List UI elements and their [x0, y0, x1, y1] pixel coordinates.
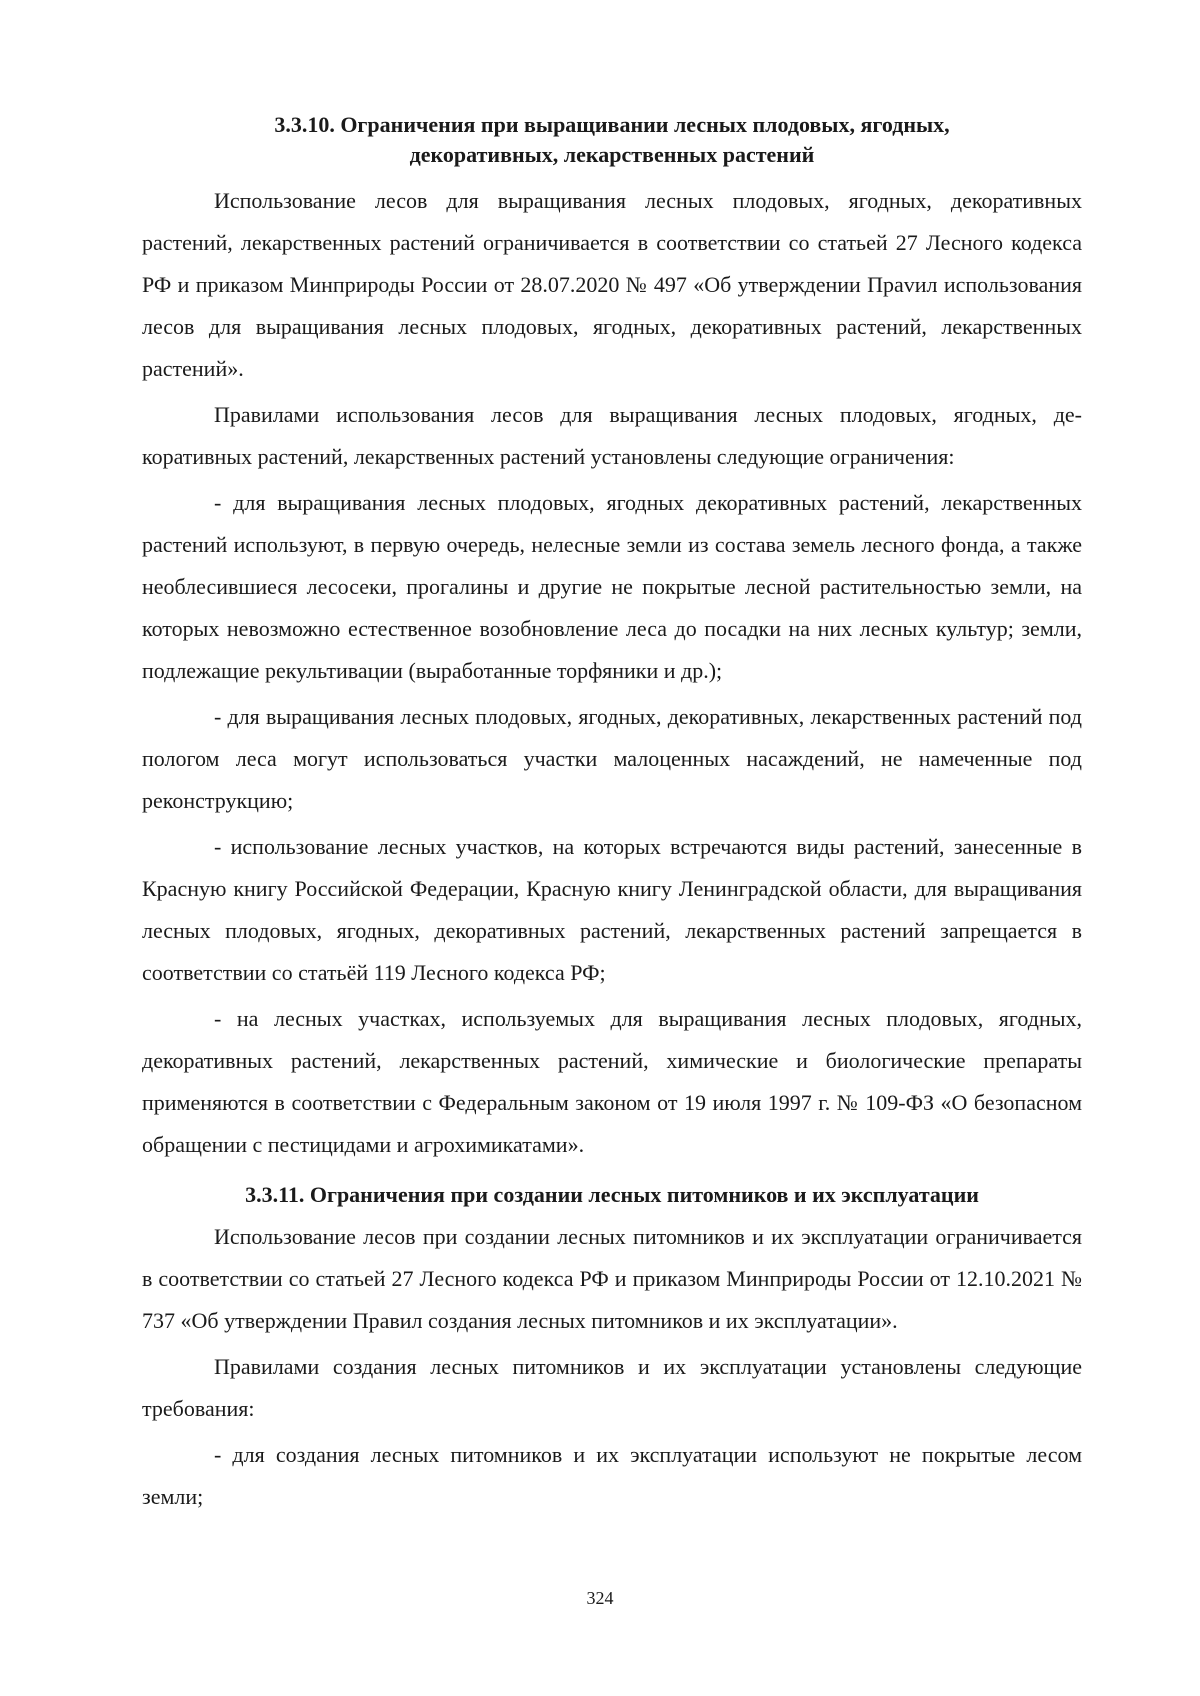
paragraph: Использование лесов для выращивания лесных плодовых, ягодных, декоративных растений, лекарственных растений ограничивается в соответствии со статьей 27 Лесного кодекса РФ и приказом Минприроды России от 28.07.2020 № 497 «Об утверждении Праvил использования лесов для выращивания лесных плодовых, ягодных, декоративных растений, лекарственных растений».: [142, 188, 1082, 381]
section-heading-line-1: 3.3.10. Ограничения при выращивании лесных плодовых, ягодных,: [274, 112, 950, 137]
document-page: [142, 110, 1082, 1522]
section-heading-line-1: 3.3.11. Ограничения при создании лесных питомников и их эксплуатации: [245, 1182, 979, 1207]
list-item: - для выращивания лесных плодовых, ягодных, декоративных, лекарственных растений под пологом леса могут использоваться участки малоценных насаждений, не намеченные под реконструкцию;: [142, 704, 1082, 813]
paragraph: Правилами создания лесных питомников и их эксплуатации установлены следующие требования:: [142, 1354, 1082, 1421]
section-heading-3-3-10: [142, 110, 1082, 170]
paragraph: Использование лесов при создании лесных питомников и их эксплуатации ограничивается в соответствии со статьей 27 Лесного кодекса РФ и приказом Минприроды России от 12.10.2021 № 737 «Об утверждении Правил создания лесных питомников и их эксплуатации».: [142, 1224, 1082, 1333]
list-item: - для создания лесных питомников и их эксплуатации используют не покрытые лесом земли;: [142, 1442, 1082, 1509]
section-heading-3-3-11: [142, 1180, 1082, 1210]
list-item: - использование лесных участков, на которых встречаются виды растений, занесенные в Красную книгу Российской Федерации, Красную книгу Ленинградской области, для выращивания лесных плодовых, ягодных, декоративных растений, лекарственных растений запрещается в соответствии со статьёй 119 Лесного кодекса РФ;: [142, 834, 1082, 985]
page-number: 324: [586, 1588, 614, 1608]
list-item: - на лесных участках, используемых для выращивания лесных плодовых, ягодных, декоративных растений, лекарственных растений, химические и биологические препараты применяются в соответствии с Федеральным законом от 19 июля 1997 г. № 109-ФЗ «О безопасном обращении с пестицидами и агрохимикатами».: [142, 1006, 1082, 1157]
paragraph: Правилами использования лесов для выращивания лесных плодовых, ягодных, декоративных растений, лекарственных растений установлены следующие ограничения:: [142, 402, 1082, 469]
section-heading-line-2: декоративных, лекарственных растений: [409, 142, 815, 167]
list-item: - для выращивания лесных плодовых, ягодных декоративных растений, лекарственных растений используют, в первую очередь, нелесные земли из состава земель лесного фонда, а также необлесившиеся лесосеки, прогалины и другие не покрытые лесной растительностью земли, на которых невозможно естественное возобновление леса до посадки на них лесных культур; земли, подлежащие рекультивации (выработанные торфяники и др.);: [142, 490, 1082, 683]
